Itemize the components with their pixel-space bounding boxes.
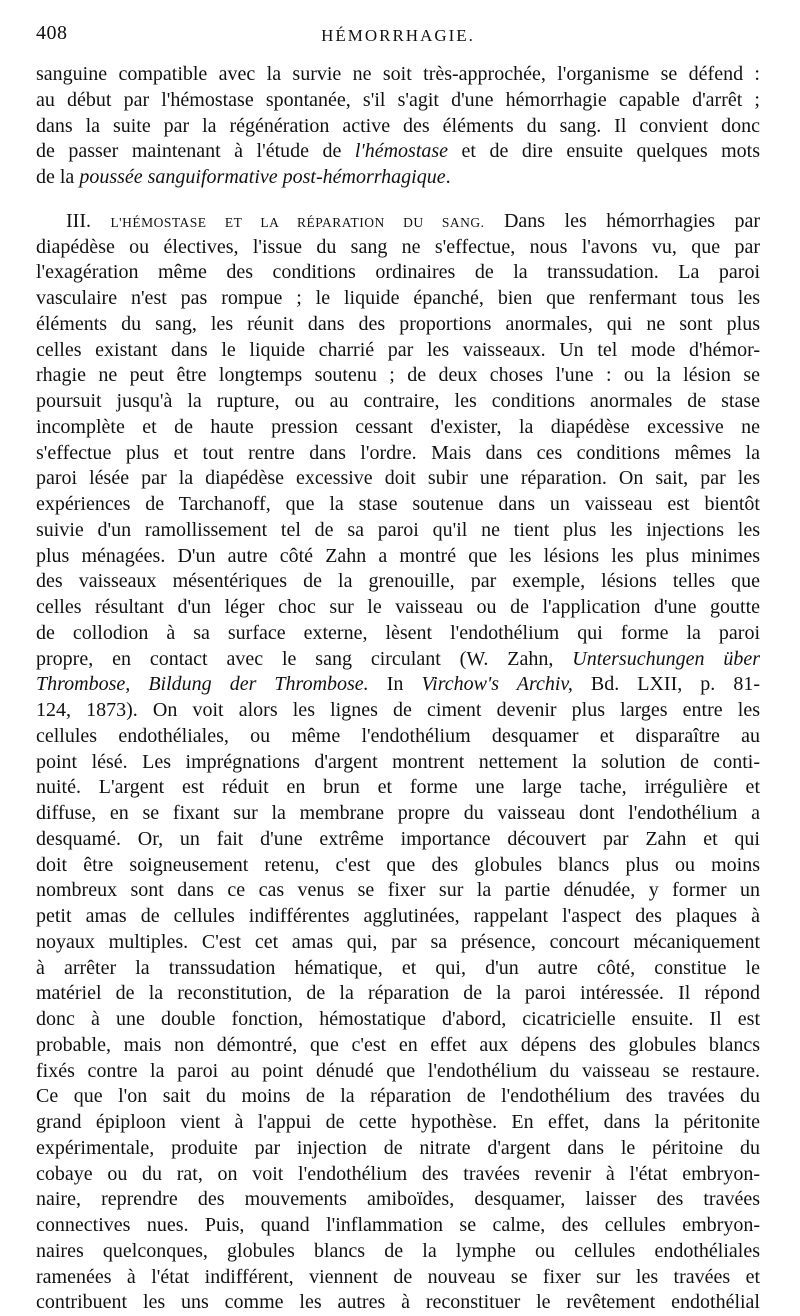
text-line: paroi lésée par la diapédèse excessive doit subir une réparation. On sait, par les [36, 467, 760, 490]
citation-line [36, 672, 760, 698]
text-line: contribuent les uns comme les autres à reconstituer le revêtement endothélial [36, 1291, 760, 1314]
text-fragment: In [386, 673, 404, 696]
text-line: diapédèse ou électives, l'issue du sang ne s'effectue, nous l'avons vu, que par [36, 235, 760, 258]
text-line: des vaisseaux mésentériques de la grenouille, par exemple, lésions telles que [36, 570, 760, 593]
text-line: point lésé. Les imprégnations d'argent montrent nettement la solution de conti- [36, 750, 760, 773]
text-line: grand épiploon vient à l'appui de cette hypothèse. En effet, dans la péritonite [36, 1111, 760, 1133]
text-fragment: et de dire ensuite quelques mots [461, 140, 761, 163]
text-fragment: propre, en contact avec le sang circulant (W. Zahn, [36, 647, 554, 670]
text-line: probable, mais non démontré, que c'est en effet aux dépens des globules blancs [36, 1033, 760, 1056]
text-line: s'effectue plus et tout rentre dans l'ordre. Mais dans ces conditions mêmes la [36, 441, 760, 464]
section-heading: L'HÉMOSTASE ET LA RÉPARATION DU SANG. [110, 214, 485, 230]
text-line: au début par l'hémostase spontanée, s'il s'agit d'une hémorrhagie capable d'arrêt ; [36, 88, 760, 111]
text-line: nuité. L'argent est réduit en brun et forme une large tache, irrégulière et [36, 776, 760, 799]
text-line: expérimentale, produite par injection de nitrate d'argent dans le péritoine du [36, 1136, 760, 1159]
paragraph-section-iii [36, 209, 760, 1316]
section-numeral: III. [66, 209, 91, 232]
text-line: de collodion à sa surface externe, lèsent l'endothélium qui forme la paroi [36, 621, 760, 644]
text-line: petit amas de cellules indifférentes agglutinées, rappelant l'aspect des plaques à [36, 905, 760, 927]
section-heading-line [36, 209, 760, 235]
text-fragment: Dans les hémorrhagies par [503, 209, 761, 232]
paragraph-intro [36, 62, 760, 191]
text-line: nombreux sont dans ce cas venus se fixer sur la partie dénudée, y former un [36, 879, 760, 902]
paragraph-gap [36, 191, 760, 209]
text-fragment: de la [36, 166, 75, 188]
running-title: HÉMORRHAGIE. [321, 26, 475, 45]
text-line: diffuse, en se fixant sur la membrane propre du vaisseau dont l'endothélium a [36, 802, 760, 824]
text-fragment: Bd. LXII, p. 81- [590, 673, 760, 696]
text-line: naire, reprendre des mouvements amiboïdes, desquamer, laisser des travées [36, 1188, 760, 1211]
text-line: naires quelconques, globules blancs de la lymphe ou cellules endothéliales [36, 1239, 760, 1262]
text-line: noyaux multiples. C'est cet amas qui, par sa présence, concourt mécaniquement [36, 930, 760, 953]
citation-line [36, 647, 760, 673]
text-line: sanguine compatible avec la survie ne soit très-approchée, l'organisme se défend : [36, 63, 760, 85]
text-line: doit être soigneusement retenu, c'est que des globules blancs plus ou moins [36, 853, 760, 876]
text-line [36, 165, 760, 191]
page-number: 408 [36, 22, 68, 44]
text-line: matériel de la reconstitution, de la réparation de la paroi intéressée. Il répond [36, 982, 760, 1005]
text-line: celles résultant d'un léger choc sur le vaisseau ou de l'application d'une goutte [36, 596, 760, 618]
text-line: incomplète et de haute pression cessant d'exister, la diapédèse excessive ne [36, 415, 760, 438]
text-line: celles existant dans le liquide charrié par les vaisseaux. Un tel mode d'hémor- [36, 338, 760, 361]
text-line: plus ménagées. D'un autre côté Zahn a montré que les lésions les plus minimes [36, 544, 760, 567]
text-line [36, 139, 760, 165]
text-line: desquamé. Or, un fait d'une extrême importance découvert par Zahn et qui [36, 827, 760, 850]
text-line: donc à une double fonction, hémostatique d'abord, cicatricielle ensuite. Il est [36, 1008, 760, 1030]
page-header [36, 22, 760, 54]
citation-title: Thrombose, Bildung der Thrombose. [36, 673, 369, 696]
emphasis-poussee: poussée sanguiformative post-hémorrhagique [79, 166, 446, 188]
text-line: suivie d'un ramollissement tel de sa paroi qu'il ne tient plus les injections les [36, 518, 760, 541]
text-line: l'exagération même des conditions ordinaires de la transsudation. La paroi [36, 261, 760, 284]
citation-title: Untersuchungen über [572, 647, 761, 670]
text-line: cellules endothéliales, ou même l'endothélium desquamer et disparaître au [36, 724, 760, 747]
text-line: fixés contre la paroi au point dénudé que l'endothélium du vaisseau se restaure. [36, 1059, 760, 1082]
emphasis-hemostase: l'hémostase [354, 140, 449, 163]
text-line: Ce que l'on sait du moins de la réparation de l'endothélium des travées du [36, 1085, 760, 1108]
text-line: poursuit jusqu'à la rupture, ou au contraire, les conditions anormales de stase [36, 390, 760, 412]
text-line: ramenées à l'état indifférent, viennent de nouveau se fixer sur les travées et [36, 1265, 760, 1288]
text-line: rhagie ne peut être longtemps soutenu ; de deux choses l'une : ou la lésion se [36, 364, 760, 387]
page-body [36, 62, 760, 1316]
text-line: cobaye ou du rat, on voit l'endothélium des travées revenir à l'état embryon- [36, 1162, 760, 1185]
text-line: connectives nues. Puis, quand l'inflammation se calme, des cellules embryon- [36, 1214, 760, 1236]
text-line: dans la suite par la régénération active des éléments du sang. Il convient donc [36, 114, 760, 137]
text-line: expériences de Tarchanoff, que la stase soutenue dans un vaisseau est bientôt [36, 493, 760, 515]
citation-journal: Virchow's Archiv, [421, 673, 573, 696]
text-line: éléments du sang, les réunit dans des proportions anormales, qui ne sont plus [36, 312, 760, 335]
text-fragment: . [445, 166, 451, 188]
text-line: vasculaire n'est pas rompue ; le liquide épanché, bien que renfermant tous les [36, 287, 760, 309]
text-fragment: de passer maintenant à l'étude de [36, 140, 342, 163]
text-line: à arrêter la transsudation hématique, et qui, d'un autre côté, constitue le [36, 956, 760, 979]
text-line: 124, 1873). On voit alors les lignes de ciment devenir plus larges entre les [36, 699, 760, 721]
